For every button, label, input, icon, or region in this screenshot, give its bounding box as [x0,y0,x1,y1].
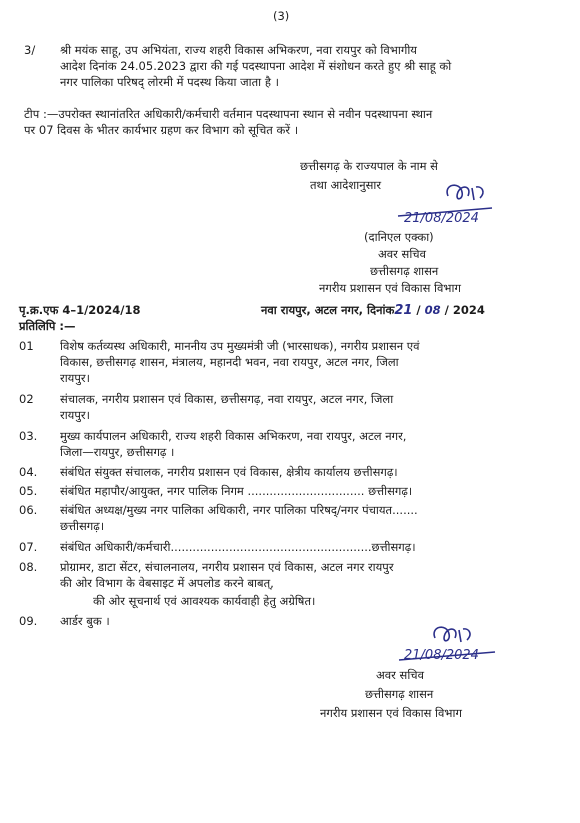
page-number: (3) [273,9,290,23]
copy-number: 07. [19,540,38,554]
copy-number: 03. [19,429,38,443]
copy-number: 05. [19,484,38,498]
copy-line: विकास, छत्तीसगढ़ शासन, मंत्रालय, महानदी भवन, नवा रायपुर, अटल नगर, जिला [60,355,399,369]
copy-line: रायपुर। [60,408,90,422]
order-item-line: आदेश दिनांक 24.05.2023 द्वारा की गई पदस्थापना आदेश में संशोधन करते हुए श्री साहू को [60,59,452,73]
authority-line: तथा आदेशानुसार [310,178,382,192]
order-item-number: 3/ [24,43,36,57]
copy-number: 01 [19,339,34,353]
reference-year: 2024 [452,303,485,317]
reference-month: 08 [424,303,441,317]
order-item-line: नगर पालिका परिषद् लोरमी में पदस्थ किया जाता है । [60,75,279,89]
reference-number: पृ.क्र.एफ 4–1/2024/18 [19,303,141,317]
signature-2-handwritten-date: 21/08/2024 [404,648,479,663]
copy-number: 09. [19,614,38,628]
signature-1-name: (दानिएल एक्का) [364,230,434,244]
copy-line: संबंधित अधिकारी/कर्मचारी.......................................................छत्तीसगढ़। [60,540,416,554]
copy-line: की ओर विभाग के वेबसाइट में अपलोड करने बाबत्, [60,576,274,590]
copy-line: संबंधित संयुक्त संचालक, नगरीय प्रशासन एवं विकास, क्षेत्रीय कार्यालय छत्तीसगढ़। [60,465,398,479]
reference-place-date [261,302,485,319]
copy-line: संबंधित महापौर/आयुक्त, नगर पालिक निगम ................................ छत्तीसगढ़। [60,484,413,498]
copy-line: संचालक, नगरीय प्रशासन एवं विकास, छत्तीसगढ़, नवा रायपुर, अटल नगर, जिला [60,392,394,406]
copy-number: 06. [19,503,38,517]
note-line: टीप :—उपरोक्त स्थानांतरित अधिकारी/कर्मचारी वर्तमान पदस्थापना स्थान से नवीन पदस्थापना स्थान [24,107,433,121]
copy-line: जिला—रायपुर, छत्तीसगढ़ । [60,445,175,459]
note-line: पर 07 दिवस के भीतर कार्यभार ग्रहण कर विभाग को सूचित करें । [24,123,299,137]
copy-line: मुख्य कार्यपालन अधिकारी, राज्य शहरी विकास अभिकरण, नवा रायपुर, अटल नगर, [60,429,407,443]
copy-title: प्रतिलिपि :— [19,319,76,333]
signature-1-designation: अवर सचिव [378,247,426,261]
reference-separator: / [444,303,449,317]
copy-line: संबंधित अध्यक्ष/मुख्य नगर पालिका अधिकारी, नगर पालिका परिषद्/नगर पंचायत....... [60,503,418,517]
reference-day: 21 [394,303,413,318]
copy-number: 02 [19,392,34,406]
signature-1-govt: छत्तीसगढ़ शासन [370,264,439,278]
signature-2-designation: अवर सचिव [376,668,424,682]
copy-number: 08. [19,560,38,574]
signature-1-handwritten-date: 21/08/2024 [404,211,479,226]
copy-line: रायपुर। [60,371,90,385]
signature-2-department: नगरीय प्रशासन एवं विकास विभाग [320,706,462,720]
authority-line: छत्तीसगढ़ के राज्यपाल के नाम से [300,159,438,173]
signature-1-department: नगरीय प्रशासन एवं विकास विभाग [319,281,461,295]
copy-line: आर्डर बुक । [60,614,110,628]
copy-line: छत्तीसगढ़। [60,519,105,533]
order-item-line: श्री मयंक साहू, उप अभियंता, राज्य शहरी विकास अभिकरण, नवा रायपुर को विभागीय [60,43,417,57]
copy-line: प्रोग्रामर, डाटा सेंटर, संचालनालय, नगरीय प्रशासन एवं विकास, अटल नगर रायपुर [60,560,394,574]
reference-separator: / [416,303,421,317]
forward-line: की ओर सूचनार्थ एवं आवश्यक कार्यवाही हेतु अग्रेषित। [93,594,316,608]
copy-line: विशेष कर्तव्यस्थ अधिकारी, माननीय उप मुख्यमंत्री जी (भारसाधक), नगरीय प्रशासन एवं [60,339,420,353]
signature-2-govt: छत्तीसगढ़ शासन [365,687,434,701]
copy-number: 04. [19,465,38,479]
reference-date-prefix: नवा रायपुर, अटल नगर, दिनांक [261,303,395,317]
